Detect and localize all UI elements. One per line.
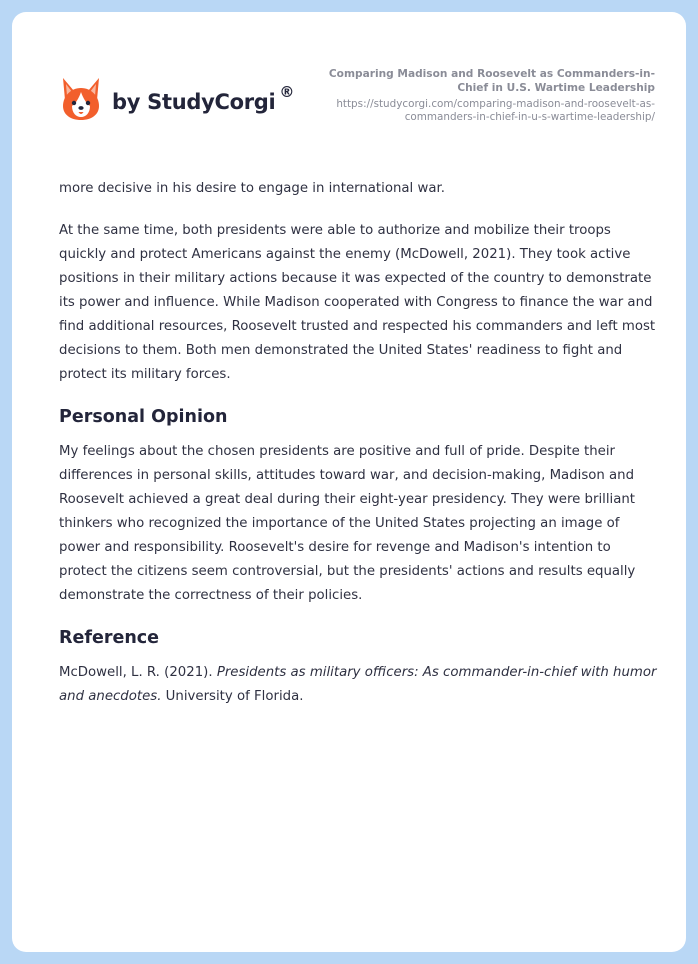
document-url[interactable]: https://studycorgi.com/comparing-madison-and-roosevelt-as-commanders-in-chief-in-u-s-wartime-leadership/ — [336, 98, 655, 123]
reference-authors: McDowell, L. R. (2021). — [59, 665, 213, 680]
reference-title: Presidents as military officers: As commander-in-chief with humor and anecdotes. — [59, 665, 657, 704]
document-title: Comparing Madison and Roosevelt as Commanders-in-Chief in U.S. Wartime Leadership — [328, 68, 655, 94]
paragraph: more decisive in his desire to engage in international war. — [59, 181, 445, 196]
reference-publisher: University of Florida. — [165, 689, 304, 704]
section-heading-personal-opinion: Personal Opinion — [59, 407, 228, 427]
corgi-icon — [60, 76, 102, 122]
registered-mark: ® — [279, 83, 295, 101]
section-heading-reference: Reference — [59, 628, 160, 648]
document-header — [305, 67, 655, 124]
paragraph: My feelings about the chosen presidents are positive and full of pride. Despite their differences in personal skills, attitudes toward war, and decision-making, Madison and Roosevelt achieved a great deal during their eight-year presidency. They were brilliant thinkers who recognized the importance of the United States projecting an image of power and responsibility. Roosevelt's desire for revenge and Madison's intention to protect the citizens seem controversial, but the presidents' actions and results equally demonstrate the correctness of their policies. — [59, 444, 636, 603]
reference-entry — [59, 661, 659, 709]
studycorgi-logo[interactable] — [60, 76, 294, 122]
brand-name: by StudyCorgi ® — [112, 83, 295, 114]
document-page — [12, 12, 686, 952]
paragraph: At the same time, both presidents were able to authorize and mobilize their troops quickly and protect Americans against the enemy (McDowell, 2021). They took active positions in their military actions because it was expected of the country to demonstrate its power and influence. While Madison cooperated with Congress to finance the war and find additional resources, Roosevelt trusted and respected his commanders and left most decisions to them. Both men demonstrated the United States' readiness to fight and protect its military forces. — [59, 223, 656, 382]
document-body — [59, 177, 659, 709]
